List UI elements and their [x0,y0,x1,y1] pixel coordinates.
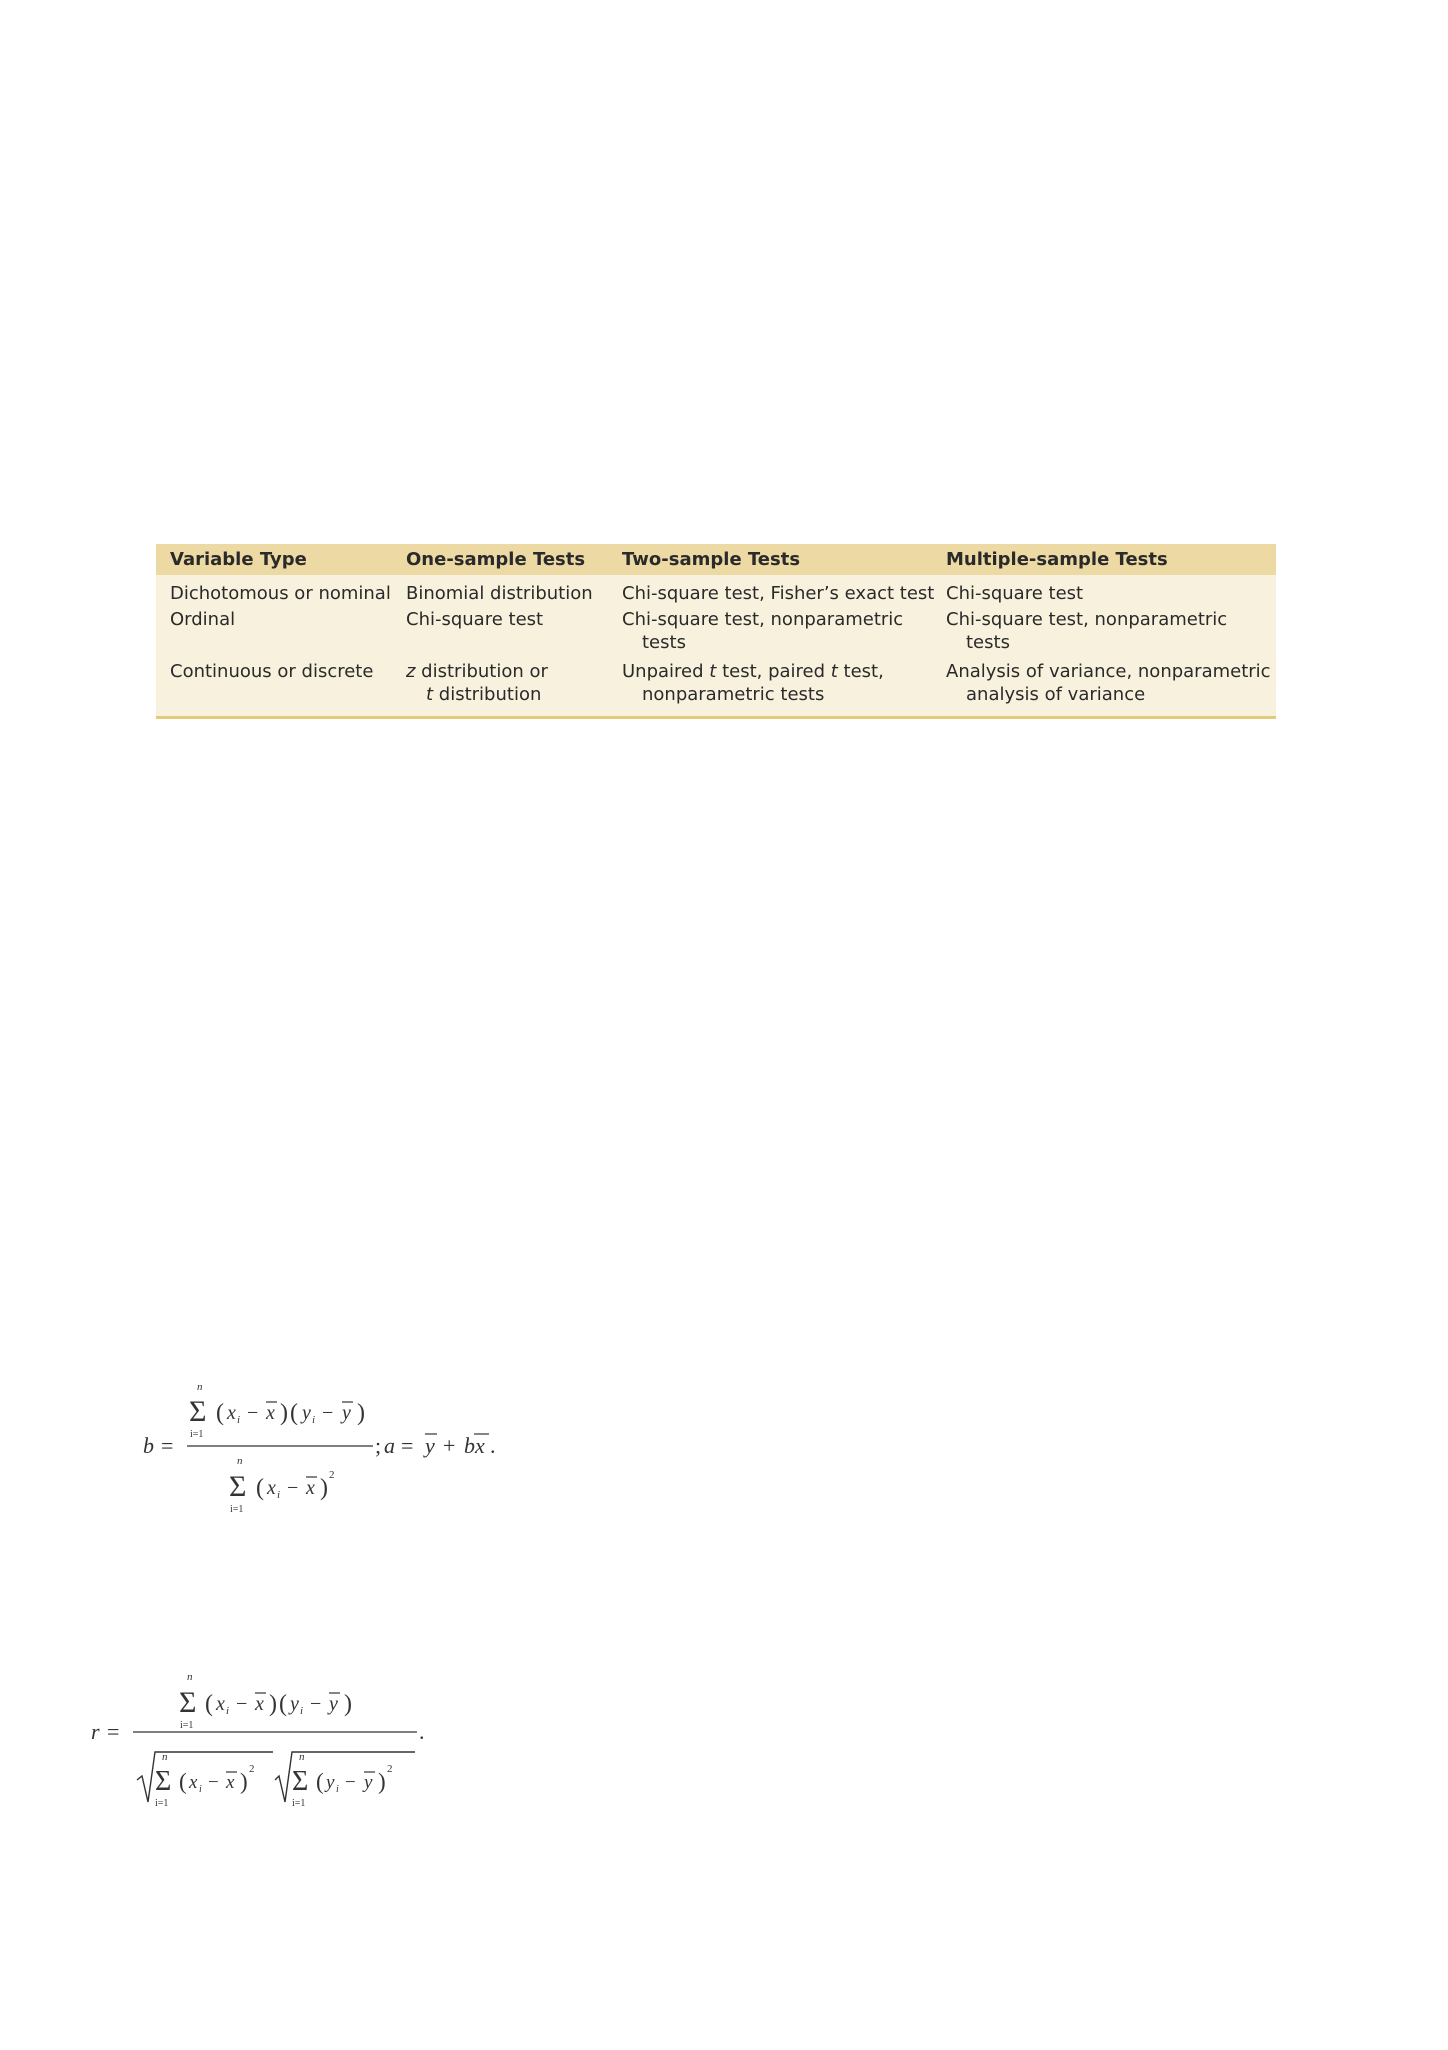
table-row [156,609,1276,661]
sum-upper-n: n [299,1751,305,1763]
cell-one-sample [406,661,622,706]
exponent-2: 2 [329,1469,335,1481]
cell-two-sample [622,609,946,654]
cell-line: analysis of variance [966,683,1146,705]
sigma-icon: Σ [179,1686,197,1719]
header-two-sample: Two-sample Tests [622,549,801,570]
paren: ( [179,1769,187,1794]
sigma-icon: Σ [155,1766,172,1797]
paren: ( [279,1691,287,1717]
var-xbar: x [226,1772,235,1793]
sub-i: i [226,1705,230,1717]
semicolon: ; [375,1433,382,1458]
sub-i: i [277,1489,281,1501]
period: . [490,1433,496,1458]
sum-upper-n: n [197,1381,203,1393]
sum-upper-n: n [162,1751,168,1763]
cell-line: nonparametric tests [642,683,825,705]
sub-i: i [300,1705,304,1717]
cell-one-sample: Chi-square test [406,609,544,630]
text-fragment: test, paired [716,661,831,682]
sum-upper-n: n [237,1455,243,1467]
var-xbar: x [255,1693,264,1715]
var-ybar: y [329,1693,338,1715]
cell-one-sample: Binomial distribution [406,583,593,604]
paren: ) [240,1769,248,1794]
cell-two-sample [622,661,946,706]
paren: ( [256,1475,264,1501]
var-ybar: y [364,1772,373,1793]
text-fragment: Unpaired [622,661,710,682]
var-x: x [227,1402,236,1424]
var-x: x [189,1772,198,1793]
regression-formula [135,1380,535,1520]
period: . [419,1719,425,1744]
symbol-a: a [384,1433,395,1458]
paren: ) [269,1691,277,1717]
minus: − [247,1402,259,1424]
paren: ) [378,1769,386,1794]
sub-i: i [312,1414,316,1426]
sub-i: i [199,1784,202,1795]
exponent-2: 2 [387,1763,393,1775]
var-ybar: y [425,1433,435,1458]
correlation-formula [85,1672,445,1822]
symbol-bx: bx [464,1433,485,1458]
sum-upper-n: n [187,1672,193,1683]
minus: − [310,1693,322,1715]
var-x: x [267,1477,276,1499]
header-multiple-sample: Multiple-sample Tests [946,549,1168,570]
italic-t: t [709,661,717,682]
plus-sign: + [443,1433,456,1458]
sum-lower-index: i=1 [180,1720,194,1731]
sub-i: i [336,1784,339,1795]
cell-two-sample: Chi-square test, Fisher’s exact test [622,583,935,604]
paren: ( [290,1400,298,1426]
sum-lower-index: i=1 [155,1798,169,1809]
sub-i: i [237,1414,241,1426]
header-variable-type: Variable Type [170,549,307,570]
cell-line [406,684,622,707]
minus: − [322,1402,334,1424]
table-row [156,661,1276,716]
equals-sign: = [401,1433,414,1458]
minus: − [345,1772,356,1793]
sum-lower-index: i=1 [190,1429,204,1440]
sum-lower-index: i=1 [292,1798,306,1809]
equals-sign: = [107,1719,120,1744]
minus: − [236,1693,248,1715]
var-y: y [302,1402,311,1424]
symbol-r: r [91,1719,100,1744]
cell-line: tests [642,631,686,653]
minus: − [287,1477,299,1499]
minus: − [208,1772,219,1793]
text-fragment: distribution or [415,661,548,682]
paren: ) [280,1400,288,1426]
exponent-2: 2 [249,1763,255,1775]
cell-line [622,661,946,684]
text-fragment: test, [837,661,884,682]
paren: ) [320,1475,328,1501]
text-fragment: distribution [433,683,542,705]
equals-sign: = [161,1433,174,1458]
italic-t: t [830,661,838,682]
paren: ( [205,1691,213,1717]
sigma-icon: Σ [189,1395,207,1428]
var-y: y [326,1772,335,1793]
cell-line: Chi-square test, nonparametric [946,609,1228,630]
paren: ( [316,1769,324,1794]
cell-multiple-sample: Chi-square test [946,583,1084,604]
var-y: y [290,1693,299,1715]
cell-multiple-sample [946,609,1276,654]
var-xbar: x [266,1402,275,1424]
var-ybar: y [342,1402,351,1424]
header-one-sample: One-sample Tests [406,549,586,570]
statistical-tests-table [156,544,1276,719]
italic-t: t [426,683,434,705]
symbol-b: b [143,1433,154,1458]
cell-line: Chi-square test, nonparametric [622,609,904,630]
cell-multiple-sample [946,661,1276,706]
sigma-icon: Σ [229,1470,247,1503]
cell-line: Analysis of variance, nonparametric [946,661,1271,682]
cell-variable-type: Ordinal [170,609,236,630]
italic-z: z [406,661,416,682]
paren: ( [216,1400,224,1426]
table-row [156,575,1276,609]
var-x: x [216,1693,225,1715]
sigma-icon: Σ [292,1766,309,1797]
sum-lower-index: i=1 [230,1504,244,1515]
cell-line: tests [966,631,1010,653]
paren: ) [344,1691,352,1717]
cell-variable-type: Dichotomous or nominal [170,583,391,604]
cell-variable-type: Continuous or discrete [170,661,374,682]
cell-line [406,661,622,684]
paren: ) [357,1400,365,1426]
table-header-row [156,544,1276,575]
var-xbar: x [306,1477,315,1499]
